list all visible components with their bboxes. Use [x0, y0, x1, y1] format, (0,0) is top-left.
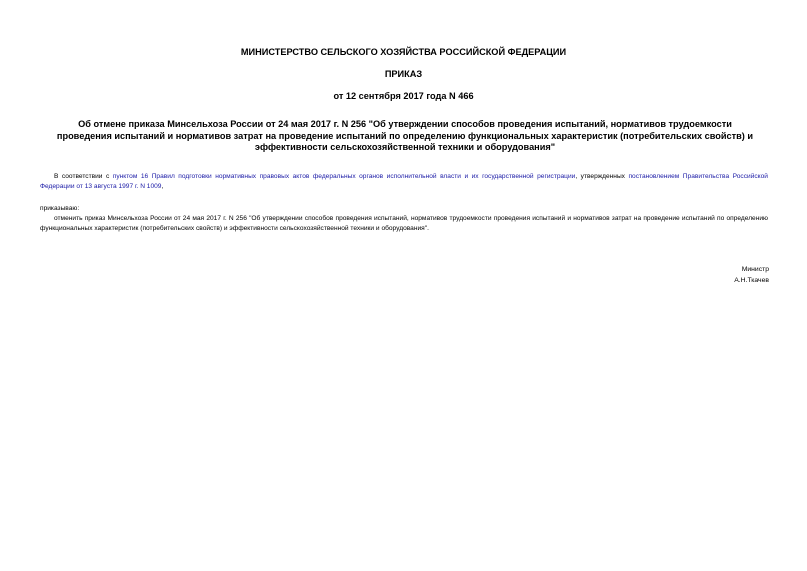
document-type: ПРИКАЗ — [384, 69, 423, 79]
signatory-name: А.Н.Ткачев — [734, 277, 769, 284]
order-paragraph: отменить приказ Минсельхоза России от 24 мая 2017 г. N 256 "Об утверждении способов проведения испытаний, нормативов трудоемкости проведения испытаний и нормативов затрат на проведение испытаний по определению функциональных характеристик (потребительских свойств) и эффективности сельскохозяйственной техники и оборудования". — [40, 215, 768, 233]
preamble-lead: В соответствии с — [54, 173, 113, 180]
government-decree-link[interactable]: постановлением Правительства Российской Федерации от 13 августа 1997 г. N 1009 — [40, 173, 768, 191]
rules-link[interactable]: пунктом 16 Правил подготовки нормативных правовых актов федеральных органов исполнительной власти и их государственной регистрации — [112, 173, 576, 180]
preamble-tail: , — [161, 183, 164, 191]
order-word: приказываю: — [40, 205, 80, 212]
document-date-number: от 12 сентября 2017 года N 466 — [333, 91, 474, 101]
ministry-name: МИНИСТЕРСТВО СЕЛЬСКОГО ХОЗЯЙСТВА РОССИЙСКОЙ ФЕДЕРАЦИИ — [240, 47, 567, 57]
document-subject: Об отмене приказа Минсельхоза России от 24 мая 2017 г. N 256 "Об утверждении способов проведения испытаний, нормативов трудоемкости проведения испытаний и нормативов затрат на проведение испытаний по определению функциональных характеристик (потребительских свойств) и эффективности сельскохозяйственной техники и оборудования" — [56, 119, 754, 152]
preamble-mid: , утвержденных — [575, 173, 629, 180]
preamble-paragraph — [40, 172, 768, 192]
signatory-title: Министр — [741, 266, 769, 273]
